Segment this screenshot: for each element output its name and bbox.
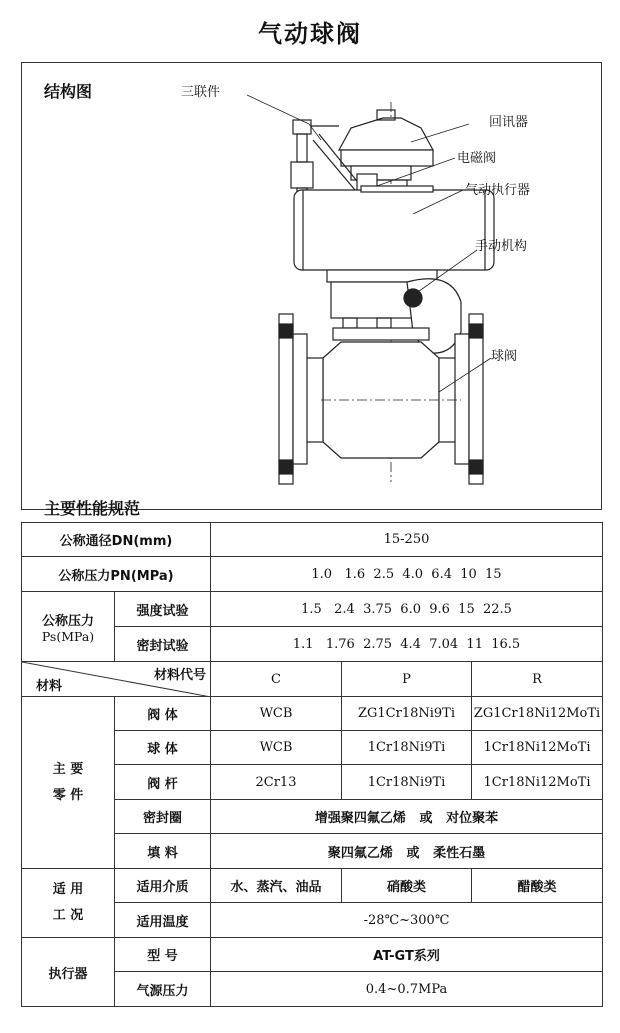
table-row <box>22 662 603 697</box>
callout-pneumatic-actuator: 气动执行器 <box>465 183 531 198</box>
spec-heading: 主要性能规范 <box>44 499 141 518</box>
part-r: ZG1Cr18Ni12MoTi <box>472 697 603 731</box>
part-name: 阀 体 <box>115 697 211 731</box>
table-row <box>22 938 603 972</box>
ps-label: 公称压力 Ps(MPa) <box>22 592 115 662</box>
structure-heading: 结构图 <box>44 82 93 101</box>
part-r: 1Cr18Ni12MoTi <box>472 765 603 800</box>
dn-value: 15-250 <box>211 523 603 557</box>
callout-manual-mechanism: 手动机构 <box>475 239 528 254</box>
temperature-value: -28℃~300℃ <box>211 903 603 938</box>
table-row <box>22 592 603 627</box>
material-header-cell <box>22 662 211 697</box>
part-r: 1Cr18Ni12MoTi <box>472 731 603 765</box>
part-p: ZG1Cr18Ni9Ti <box>342 697 472 731</box>
spec-table <box>21 522 603 1007</box>
material-code-label: 材料代号 <box>153 668 206 683</box>
model-value: AT-GT系列 <box>211 938 603 972</box>
model-label: 型 号 <box>115 938 211 972</box>
pn-values: 1.0 1.6 2.5 4.0 6.4 10 15 <box>211 557 603 592</box>
actuator-label: 执行器 <box>22 938 115 1007</box>
air-pressure-label: 气源压力 <box>115 972 211 1007</box>
medium-label: 适用介质 <box>115 869 211 903</box>
packing-label: 填 料 <box>115 834 211 869</box>
seal-test-label: 密封试验 <box>115 627 211 662</box>
strength-test-label: 强度试验 <box>115 592 211 627</box>
medium-c: 水、蒸汽、油品 <box>211 869 342 903</box>
part-p: 1Cr18Ni9Ti <box>342 765 472 800</box>
packing-value: 聚四氟乙烯 或 柔性石墨 <box>211 834 603 869</box>
table-row <box>22 869 603 903</box>
part-p: 1Cr18Ni9Ti <box>342 731 472 765</box>
part-c: WCB <box>211 731 342 765</box>
page-title: 气动球阀 <box>258 20 362 48</box>
table-row <box>22 523 603 557</box>
part-name: 阀 杆 <box>115 765 211 800</box>
part-c: 2Cr13 <box>211 765 342 800</box>
table-row <box>22 697 603 731</box>
main-parts-label: 主 要 零 件 <box>22 697 115 869</box>
medium-p: 硝酸类 <box>342 869 472 903</box>
part-name: 球 体 <box>115 731 211 765</box>
callout-filter-unit: 三联件 <box>181 85 221 100</box>
valve-drawing <box>21 62 602 510</box>
material-label: 材料 <box>36 679 63 694</box>
conditions-label: 适 用 工 况 <box>22 869 115 938</box>
material-code-p: P <box>342 662 472 697</box>
seal-ring-label: 密封圈 <box>115 800 211 834</box>
part-c: WCB <box>211 697 342 731</box>
table-row <box>22 557 603 592</box>
callout-ball-valve: 球阀 <box>491 349 518 364</box>
strength-test-values: 1.5 2.4 3.75 6.0 9.6 15 22.5 <box>211 592 603 627</box>
pn-label: 公称压力PN(MPa) <box>22 557 211 592</box>
material-code-r: R <box>472 662 603 697</box>
air-pressure-value: 0.4~0.7MPa <box>211 972 603 1007</box>
temperature-label: 适用温度 <box>115 903 211 938</box>
callout-solenoid-valve: 电磁阀 <box>457 151 497 166</box>
seal-test-values: 1.1 1.76 2.75 4.4 7.04 11 16.5 <box>211 627 603 662</box>
dn-label: 公称通径DN(mm) <box>22 523 211 557</box>
medium-r: 醋酸类 <box>472 869 603 903</box>
seal-ring-value: 增强聚四氟乙烯 或 对位聚苯 <box>211 800 603 834</box>
material-code-c: C <box>211 662 342 697</box>
callout-position-feedback: 回讯器 <box>489 115 529 130</box>
